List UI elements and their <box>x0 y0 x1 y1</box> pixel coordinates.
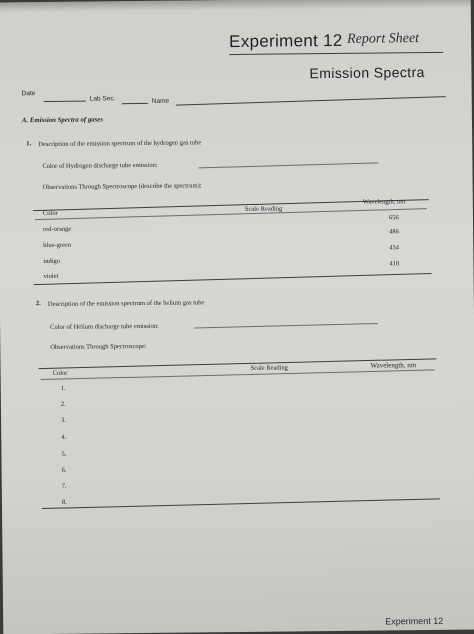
q2-row-number: 2. <box>60 400 66 408</box>
q1-col-color: Color <box>42 209 58 218</box>
q2-row-number: 8. <box>61 498 67 506</box>
name-label: Name <box>151 97 170 105</box>
q2-row-number: 4. <box>61 433 67 441</box>
q2-observations-label: Observations Through Spectroscope: <box>50 342 147 351</box>
q1-row-wavelength: 410 <box>389 260 400 268</box>
q1-number: 1. <box>26 140 32 148</box>
q2-col-scale: Scale Reading <box>250 364 288 372</box>
q1-col-scale: Scale Reading <box>244 205 283 213</box>
q1-row-color: red-orange <box>43 225 72 234</box>
date-field[interactable] <box>44 101 86 102</box>
q2-row-number: 6. <box>61 466 67 474</box>
q2-number: 2. <box>35 300 41 308</box>
q1-row-color: blue-green <box>43 241 72 250</box>
q1-row-wavelength: 486 <box>389 228 399 236</box>
q1-header-rule <box>35 205 427 220</box>
q1-row-wavelength: 434 <box>389 244 400 252</box>
q1-color-answer-line[interactable] <box>198 162 378 168</box>
q2-header-rule <box>41 369 435 380</box>
q2-row-number: 3. <box>61 416 66 424</box>
q1-row-color: indigo <box>43 257 61 266</box>
q2-col-wavelength: Wavelength, nm <box>370 361 417 370</box>
q1-col-wavelength: Wavelength, nm <box>362 198 406 206</box>
report-sheet-title: Report Sheet <box>347 31 420 47</box>
q2-color-prompt: Color of Helium discharge tube emission: <box>50 322 159 331</box>
experiment-title: Experiment 12 <box>229 30 343 52</box>
lab-sec-field[interactable] <box>122 103 148 104</box>
title-underline <box>229 52 443 55</box>
emission-spectra-subtitle: Emission Spectra <box>309 64 425 82</box>
q2-row-number: 1. <box>60 384 66 392</box>
q2-text: Description of the emission spectrum of the helium gas tube <box>47 299 205 308</box>
page-shadow <box>0 0 471 12</box>
q1-row-wavelength: 656 <box>388 214 399 222</box>
lab-sec-label: Lab Sec. <box>89 95 116 103</box>
section-a-heading: A. Emission Spectra of gases <box>21 116 103 125</box>
q2-col-color: Color <box>52 369 68 377</box>
q2-table-bottom-rule <box>42 498 440 509</box>
q1-observations-label: Observations Through Spectroscope (describe the spectrum): <box>42 182 202 192</box>
q1-text: Description of the emission spectrum of the hydrogen gas tube <box>38 139 202 149</box>
q1-table-bottom-rule <box>34 273 432 285</box>
q1-row-color: violet <box>43 272 59 281</box>
q2-row-number: 5. <box>61 450 67 458</box>
name-field[interactable] <box>176 96 446 105</box>
q1-color-prompt: Color of Hydrogen discharge tube emission: <box>42 161 158 171</box>
footer-experiment-label: Experiment 12 <box>385 615 444 627</box>
q2-color-answer-line[interactable] <box>194 323 378 328</box>
q2-row-number: 7. <box>61 482 67 490</box>
date-label: Date <box>21 90 36 98</box>
